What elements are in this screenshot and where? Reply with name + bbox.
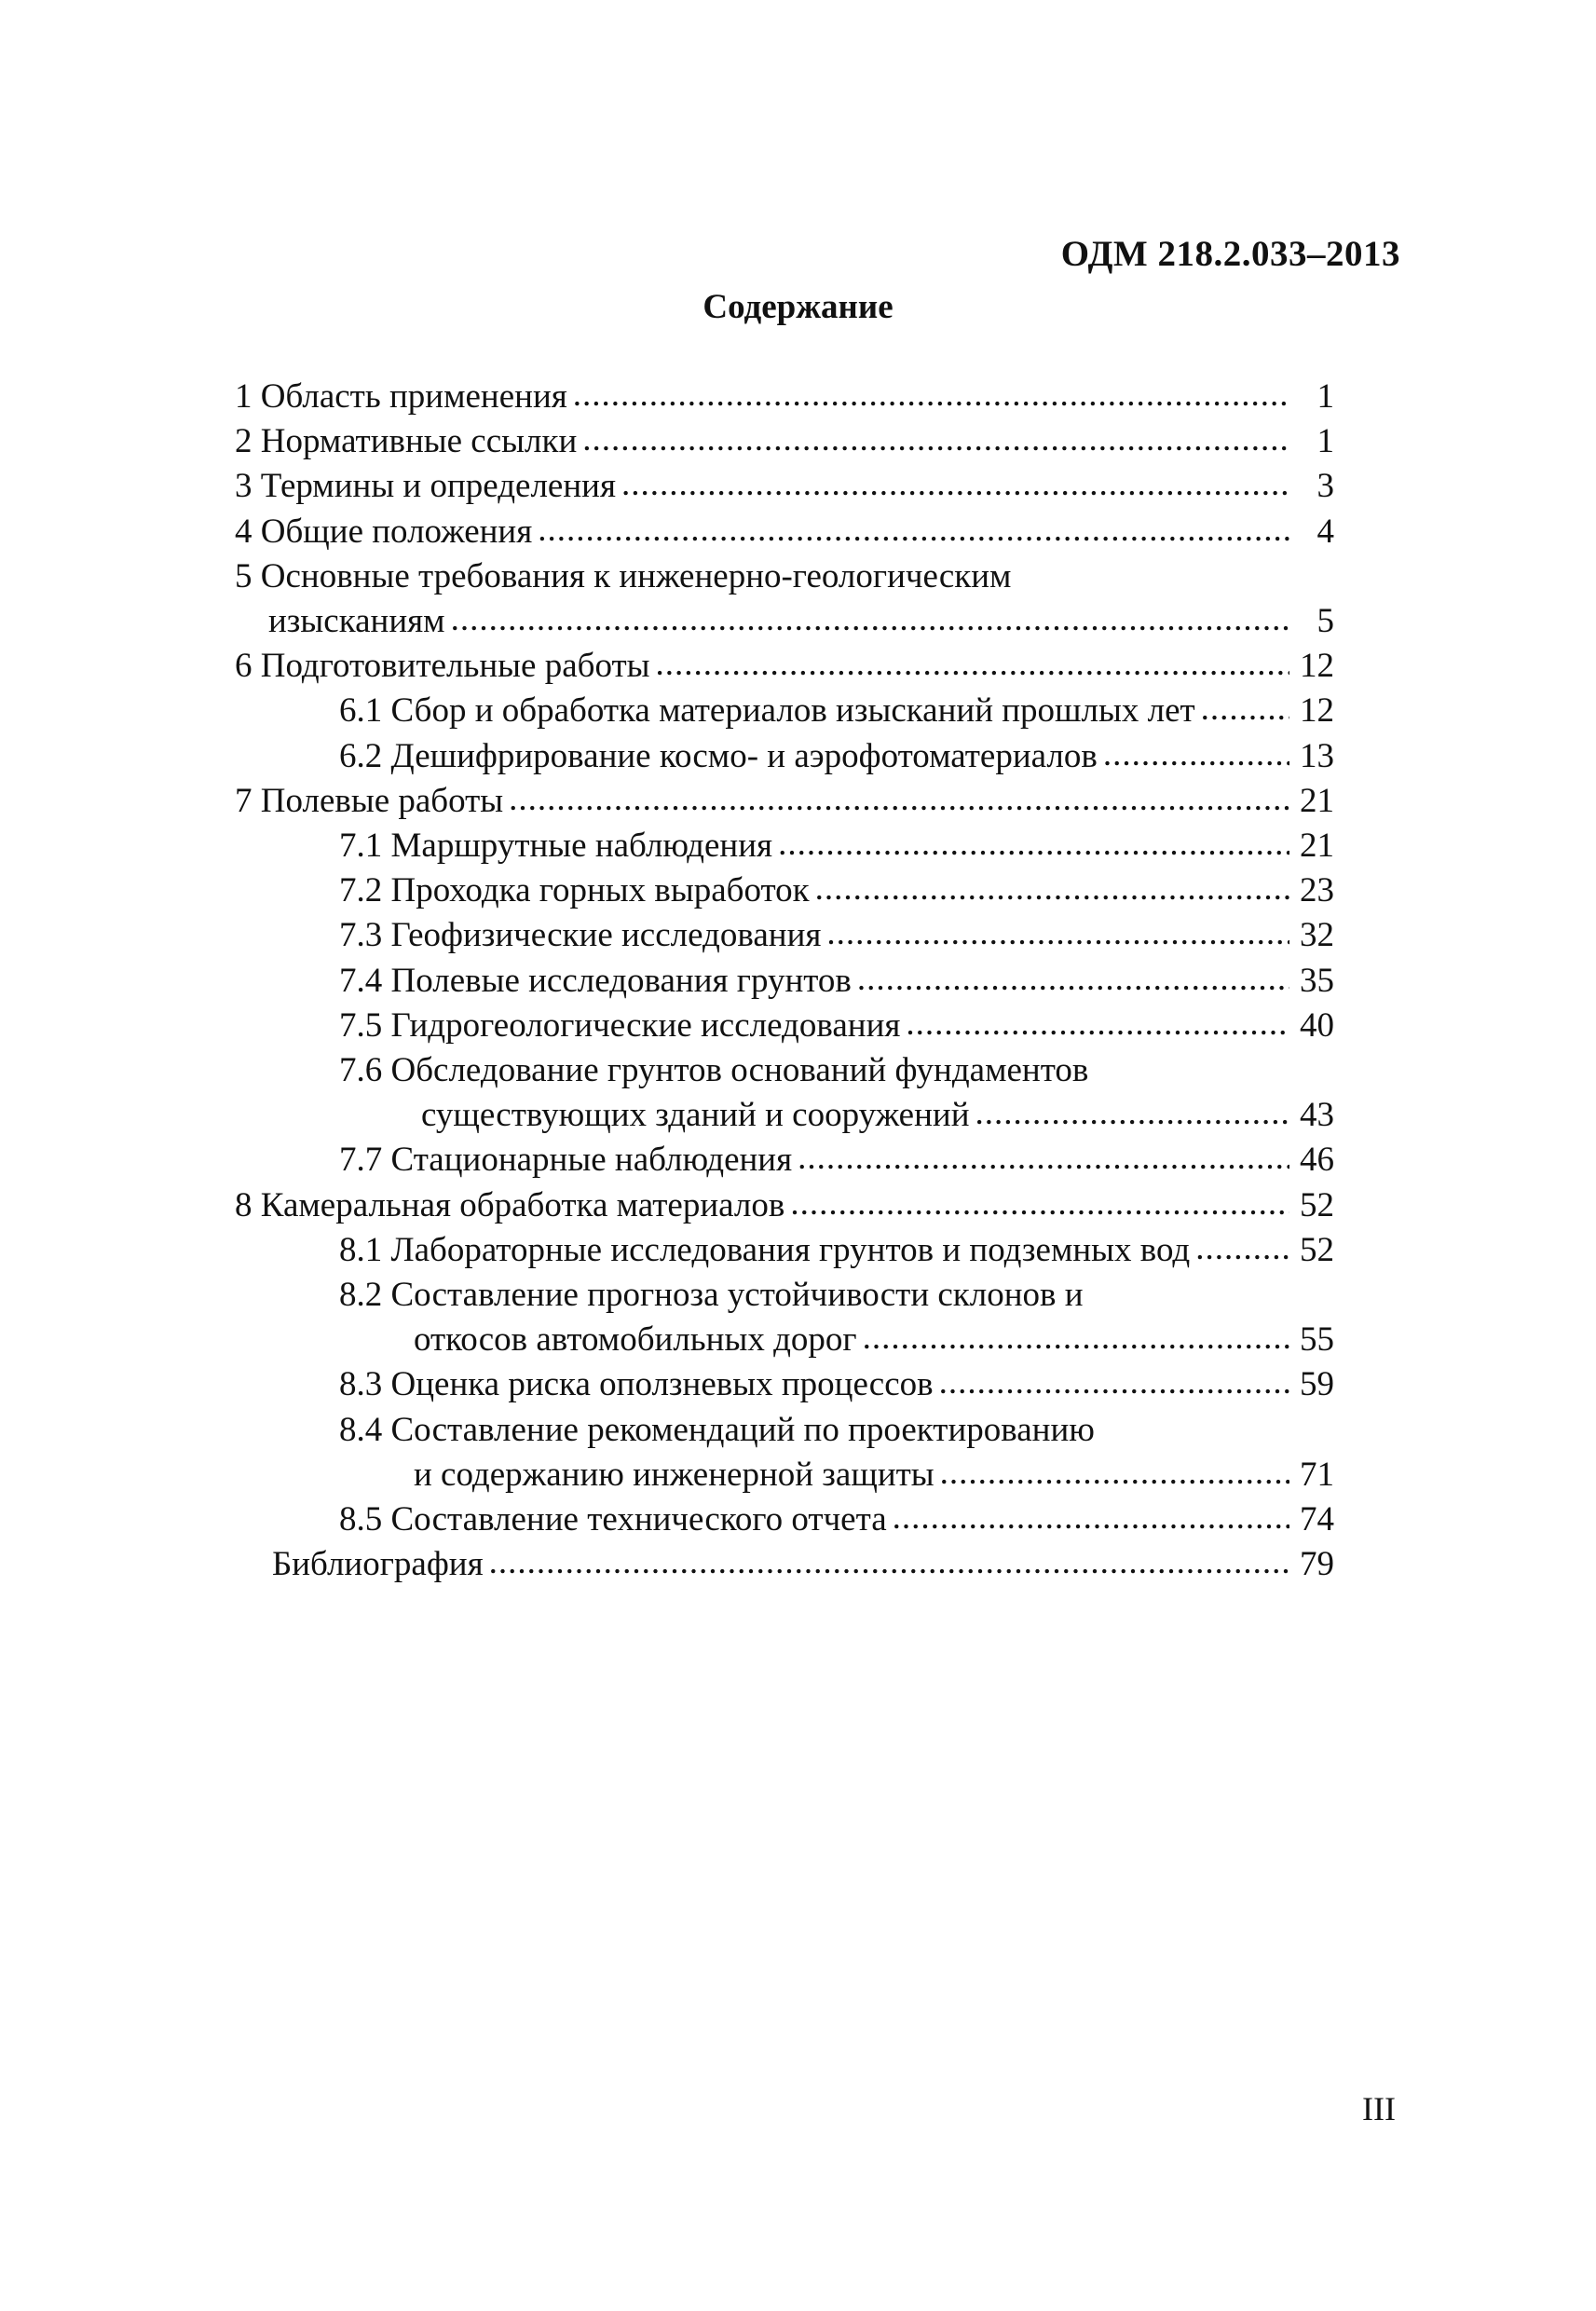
toc-entry-7-4[interactable] <box>235 959 1334 1004</box>
toc-page-number: 1 <box>1316 422 1334 461</box>
toc-entry-3[interactable] <box>235 464 1334 509</box>
toc-page-number: 74 <box>1300 1500 1334 1539</box>
toc-entry-7-2[interactable] <box>235 868 1334 913</box>
dot-leader <box>826 911 1289 956</box>
toc-entry-6-1[interactable] <box>235 689 1334 733</box>
toc-entry-1[interactable] <box>235 375 1334 419</box>
toc-entry-7[interactable] <box>235 779 1334 824</box>
toc-page-number: 43 <box>1300 1096 1334 1135</box>
dot-leader <box>790 1182 1289 1226</box>
dot-leader <box>975 1091 1290 1136</box>
toc-entry-7-1[interactable] <box>235 824 1334 868</box>
toc-page-number: 55 <box>1300 1320 1334 1360</box>
dot-leader <box>906 1002 1289 1046</box>
dot-leader <box>815 867 1289 911</box>
toc-entry-label: 7.2 Проходка горных выработок <box>339 871 810 910</box>
toc-entry-label: 7.5 Гидрогеологические исследования <box>339 1005 901 1045</box>
toc-entry-label: 1 Область применения <box>235 377 567 416</box>
toc-page-number: 40 <box>1300 1005 1334 1045</box>
dot-leader <box>573 373 1289 417</box>
dot-leader <box>582 417 1289 462</box>
toc-page-number: 12 <box>1300 647 1334 686</box>
toc-entry-5[interactable] <box>235 554 1334 644</box>
toc-entry-7-7[interactable] <box>235 1138 1334 1183</box>
dot-leader <box>1201 687 1289 732</box>
toc-entry-4[interactable] <box>235 510 1334 554</box>
dot-leader <box>893 1496 1289 1540</box>
toc-page-number: 32 <box>1300 916 1334 955</box>
dot-leader <box>798 1136 1289 1181</box>
toc-entry-label: 6.2 Дешифрирование космо- и аэрофотоматериалов <box>339 736 1098 775</box>
toc-entry-label-continued: изысканиям <box>268 602 445 641</box>
dot-leader <box>1195 1226 1289 1271</box>
toc-entry-label: 7.7 Стационарные наблюдения <box>339 1141 793 1180</box>
toc-entry-7-3[interactable] <box>235 913 1334 958</box>
dot-leader <box>1103 732 1289 777</box>
dot-leader <box>656 642 1290 687</box>
toc-page-number: 1 <box>1316 377 1334 416</box>
toc-entry-2[interactable] <box>235 419 1334 464</box>
dot-leader <box>451 597 1289 642</box>
toc-entry-label: 6.1 Сбор и обработка материалов изысканий прошлых лет <box>339 691 1195 731</box>
toc-entry-8-5[interactable] <box>235 1497 1334 1542</box>
toc-entry-label: 7.1 Маршрутные наблюдения <box>339 827 773 866</box>
dot-leader <box>863 1316 1289 1361</box>
toc-page-number: 35 <box>1300 961 1334 1000</box>
toc-entry-label: 7.4 Полевые исследования грунтов <box>339 961 852 1000</box>
toc-entry-bibliography[interactable] <box>235 1542 1334 1587</box>
toc-entry-label: 6 Подготовительные работы <box>235 647 650 686</box>
page-number: III <box>1362 2090 1396 2127</box>
toc-entry-label: 4 Общие положения <box>235 512 533 551</box>
toc-entry-8-4[interactable] <box>235 1408 1334 1497</box>
dot-leader <box>857 957 1289 1002</box>
toc-entry-label: 8.3 Оценка риска оползневых процессов <box>339 1365 934 1404</box>
dot-leader <box>940 1451 1289 1496</box>
dot-leader <box>489 1540 1289 1585</box>
toc-page-number: 12 <box>1300 691 1334 731</box>
toc-page-number: 5 <box>1316 602 1334 641</box>
dot-leader <box>778 822 1289 867</box>
toc-page-number: 23 <box>1300 871 1334 910</box>
toc-page-number: 3 <box>1316 467 1334 506</box>
toc-page-number: 71 <box>1300 1455 1334 1494</box>
toc-entry-6[interactable] <box>235 644 1334 689</box>
toc-entry-label: 8.2 Составление прогноза устойчивости склонов и <box>339 1276 1084 1315</box>
toc-page-number: 21 <box>1300 781 1334 820</box>
dot-leader <box>939 1361 1289 1405</box>
toc-entry-8[interactable] <box>235 1183 1334 1228</box>
toc-entry-8-3[interactable] <box>235 1362 1334 1407</box>
toc-page-number: 21 <box>1300 827 1334 866</box>
toc-page-number: 52 <box>1300 1185 1334 1224</box>
toc-entry-label: 7.6 Обследование грунтов оснований фундаментов <box>339 1051 1089 1090</box>
toc-entry-label: 7 Полевые работы <box>235 781 504 820</box>
toc-entry-label: 2 Нормативные ссылки <box>235 422 578 461</box>
toc-entry-label-continued: и содержанию инженерной защиты <box>414 1455 934 1494</box>
toc-entry-8-2[interactable] <box>235 1273 1334 1362</box>
toc-entry-label: 5 Основные требования к инженерно-геологическим <box>235 556 1012 595</box>
toc-entry-label-continued: откосов автомобильных дорог <box>414 1320 857 1360</box>
toc-entry-label: 8.1 Лабораторные исследования грунтов и подземных вод <box>339 1230 1191 1269</box>
toc-page-number: 52 <box>1300 1230 1334 1269</box>
dot-leader <box>621 462 1289 507</box>
dot-leader <box>538 508 1289 553</box>
toc-entry-label-continued: существующих зданий и сооружений <box>421 1096 970 1135</box>
toc-entry-label: 3 Термины и определения <box>235 467 616 506</box>
toc-entry-label: 7.3 Геофизические исследования <box>339 916 822 955</box>
page-title: Содержание <box>703 288 893 326</box>
toc-entry-8-1[interactable] <box>235 1228 1334 1273</box>
toc-entry-label: 8.5 Составление технического отчета <box>339 1500 887 1539</box>
toc-entry-label: 8.4 Составление рекомендаций по проектированию <box>339 1410 1095 1449</box>
toc-entry-7-5[interactable] <box>235 1004 1334 1048</box>
toc-entry-label: Библиография <box>272 1545 484 1584</box>
document-code: ОДМ 218.2.033–2013 <box>1060 234 1400 274</box>
toc-page-number: 79 <box>1300 1545 1334 1584</box>
dot-leader <box>509 777 1289 822</box>
toc-entry-7-6[interactable] <box>235 1048 1334 1138</box>
table-of-contents <box>235 375 1334 1587</box>
toc-entry-label: 8 Камеральная обработка материалов <box>235 1185 785 1224</box>
toc-page-number: 4 <box>1316 512 1334 551</box>
toc-page-number: 59 <box>1300 1365 1334 1404</box>
toc-entry-6-2[interactable] <box>235 734 1334 779</box>
toc-page-number: 46 <box>1300 1141 1334 1180</box>
toc-page-number: 13 <box>1300 736 1334 775</box>
